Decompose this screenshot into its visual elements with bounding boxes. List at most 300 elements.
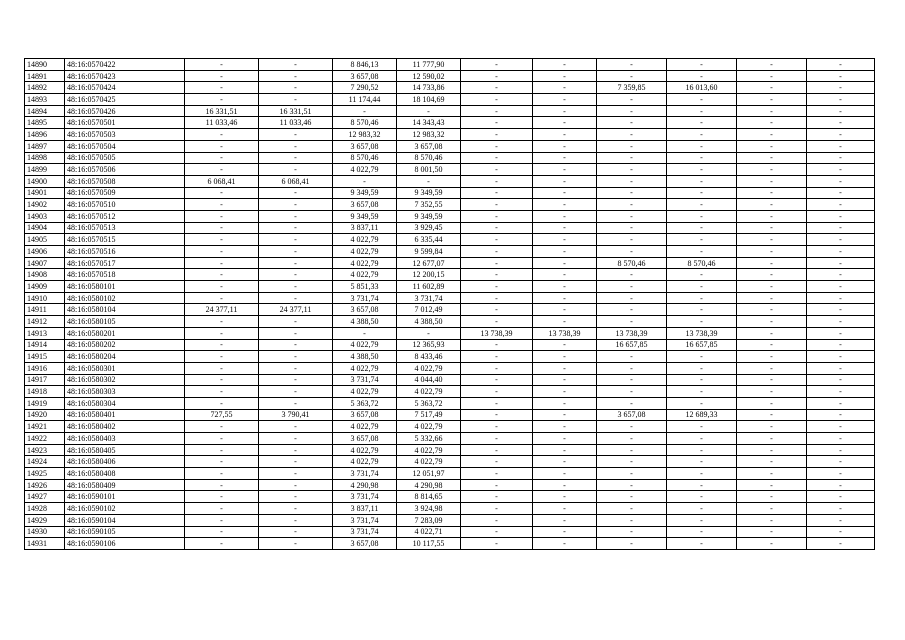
cell-value-col-5: 4 022,79 xyxy=(333,257,397,269)
table-row xyxy=(25,339,875,351)
cadastral-value-table xyxy=(24,58,875,550)
cell-value-col-5: 4 388,50 xyxy=(333,351,397,363)
cell-value-col-8: - xyxy=(533,456,597,468)
cell-value-col-5: 3 657,08 xyxy=(333,409,397,421)
cell-value-col-6: 7 517,49 xyxy=(397,409,461,421)
cell-value-col-3: - xyxy=(185,94,259,106)
cell-value-col-5: 4 022,79 xyxy=(333,421,397,433)
cell-cadastral-number: 48:16:0580304 xyxy=(65,397,185,409)
cell-cadastral-number: 48:16:0570517 xyxy=(65,257,185,269)
cell-value-col-11: - xyxy=(737,514,807,526)
cell-value-col-3: - xyxy=(185,292,259,304)
cell-value-col-3: - xyxy=(185,70,259,82)
cell-value-col-7: - xyxy=(461,362,533,374)
cell-value-col-11: - xyxy=(737,129,807,141)
cell-value-col-12: - xyxy=(807,129,875,141)
cell-value-col-7: - xyxy=(461,129,533,141)
cell-cadastral-number: 48:16:0570424 xyxy=(65,82,185,94)
cell-value-col-3: - xyxy=(185,316,259,328)
cell-cadastral-number: 48:16:0570504 xyxy=(65,140,185,152)
cell-cadastral-number: 48:16:0580401 xyxy=(65,409,185,421)
cell-value-col-7: - xyxy=(461,503,533,515)
cell-value-col-5: 4 022,79 xyxy=(333,246,397,258)
cell-value-col-3: - xyxy=(185,152,259,164)
cell-value-col-9: - xyxy=(597,70,667,82)
cell-value-col-6: 7 352,55 xyxy=(397,199,461,211)
cell-value-col-4: - xyxy=(259,152,333,164)
cell-value-col-5: 3 731,74 xyxy=(333,491,397,503)
cell-value-col-8: - xyxy=(533,210,597,222)
cell-value-col-10: - xyxy=(667,187,737,199)
cell-value-col-10: 12 689,33 xyxy=(667,409,737,421)
table-row xyxy=(25,468,875,480)
cell-value-col-9: - xyxy=(597,292,667,304)
cell-row-number: 14904 xyxy=(25,222,65,234)
cell-value-col-11: - xyxy=(737,246,807,258)
cell-value-col-6: 4 044,40 xyxy=(397,374,461,386)
cell-value-col-10: - xyxy=(667,117,737,129)
cell-value-col-5: - xyxy=(333,105,397,117)
cell-value-col-12: - xyxy=(807,105,875,117)
cell-value-col-9: - xyxy=(597,117,667,129)
cell-row-number: 14900 xyxy=(25,175,65,187)
cell-value-col-11: - xyxy=(737,234,807,246)
cell-value-col-4: - xyxy=(259,538,333,550)
table-row xyxy=(25,129,875,141)
table-body xyxy=(25,59,875,550)
table-row xyxy=(25,269,875,281)
cell-value-col-12: - xyxy=(807,444,875,456)
cell-value-col-9: 13 738,39 xyxy=(597,327,667,339)
cell-value-col-6: 4 022,79 xyxy=(397,444,461,456)
table-row xyxy=(25,538,875,550)
cell-value-col-4: - xyxy=(259,339,333,351)
table-row xyxy=(25,257,875,269)
cell-value-col-9: - xyxy=(597,152,667,164)
cell-value-col-11: - xyxy=(737,421,807,433)
cell-value-col-12: - xyxy=(807,269,875,281)
cell-cadastral-number: 48:16:0570509 xyxy=(65,187,185,199)
cell-value-col-5: 3 657,08 xyxy=(333,304,397,316)
cell-cadastral-number: 48:16:0590106 xyxy=(65,538,185,550)
cell-cadastral-number: 48:16:0580408 xyxy=(65,468,185,480)
cell-value-col-8: - xyxy=(533,246,597,258)
cell-value-col-9: - xyxy=(597,386,667,398)
cell-value-col-10: - xyxy=(667,503,737,515)
cell-row-number: 14921 xyxy=(25,421,65,433)
cell-value-col-12: - xyxy=(807,199,875,211)
cell-value-col-12: - xyxy=(807,164,875,176)
cell-value-col-9: - xyxy=(597,304,667,316)
cell-cadastral-number: 48:16:0570513 xyxy=(65,222,185,234)
cell-value-col-12: - xyxy=(807,386,875,398)
cell-value-col-6: 8 814,65 xyxy=(397,491,461,503)
cell-value-col-10: - xyxy=(667,152,737,164)
cell-value-col-9: - xyxy=(597,269,667,281)
cell-value-col-7: - xyxy=(461,246,533,258)
cell-value-col-9: - xyxy=(597,479,667,491)
cell-value-col-12: - xyxy=(807,468,875,480)
cell-value-col-11: - xyxy=(737,269,807,281)
cell-value-col-10: 16 657,85 xyxy=(667,339,737,351)
cell-value-col-10: - xyxy=(667,70,737,82)
cell-value-col-3: - xyxy=(185,538,259,550)
cell-value-col-11: - xyxy=(737,374,807,386)
table-row xyxy=(25,456,875,468)
cell-value-col-5: 3 731,74 xyxy=(333,514,397,526)
cell-value-col-5: 3 657,08 xyxy=(333,433,397,445)
cell-value-col-10: - xyxy=(667,433,737,445)
table-row xyxy=(25,164,875,176)
cell-value-col-8: - xyxy=(533,234,597,246)
cell-cadastral-number: 48:16:0570518 xyxy=(65,269,185,281)
cell-value-col-8: - xyxy=(533,538,597,550)
cell-value-col-11: - xyxy=(737,456,807,468)
cell-value-col-6: 5 332,66 xyxy=(397,433,461,445)
cell-value-col-6: 6 335,44 xyxy=(397,234,461,246)
table-row xyxy=(25,351,875,363)
cell-value-col-7: - xyxy=(461,421,533,433)
cell-value-col-11: - xyxy=(737,59,807,71)
cell-cadastral-number: 48:16:0580402 xyxy=(65,421,185,433)
cell-value-col-12: - xyxy=(807,374,875,386)
cell-value-col-9: - xyxy=(597,468,667,480)
cell-cadastral-number: 48:16:0580202 xyxy=(65,339,185,351)
cell-value-col-8: - xyxy=(533,281,597,293)
cell-cadastral-number: 48:16:0580405 xyxy=(65,444,185,456)
cell-value-col-6: 11 777,90 xyxy=(397,59,461,71)
cell-value-col-6: 3 731,74 xyxy=(397,292,461,304)
cell-value-col-9: - xyxy=(597,444,667,456)
cell-value-col-4: - xyxy=(259,164,333,176)
cell-value-col-9: - xyxy=(597,351,667,363)
cell-value-col-10: - xyxy=(667,526,737,538)
cell-value-col-9: - xyxy=(597,175,667,187)
cell-value-col-4: - xyxy=(259,82,333,94)
cell-value-col-11: - xyxy=(737,479,807,491)
cell-value-col-11: - xyxy=(737,468,807,480)
cell-value-col-3: - xyxy=(185,257,259,269)
cell-value-col-3: - xyxy=(185,456,259,468)
cell-value-col-9: - xyxy=(597,538,667,550)
cell-value-col-11: - xyxy=(737,409,807,421)
cell-value-col-7: - xyxy=(461,491,533,503)
cell-value-col-10: - xyxy=(667,514,737,526)
table-row xyxy=(25,374,875,386)
cell-value-col-8: - xyxy=(533,105,597,117)
cell-value-col-6: - xyxy=(397,105,461,117)
table-row xyxy=(25,491,875,503)
cell-value-col-4: - xyxy=(259,351,333,363)
cell-value-col-7: - xyxy=(461,234,533,246)
cell-row-number: 14897 xyxy=(25,140,65,152)
cell-cadastral-number: 48:16:0580409 xyxy=(65,479,185,491)
cell-value-col-5: 3 731,74 xyxy=(333,374,397,386)
cell-value-col-10: - xyxy=(667,304,737,316)
cell-value-col-3: - xyxy=(185,246,259,258)
cell-value-col-4: 24 377,11 xyxy=(259,304,333,316)
cell-value-col-8: - xyxy=(533,479,597,491)
table-row xyxy=(25,526,875,538)
cell-cadastral-number: 48:16:0570503 xyxy=(65,129,185,141)
cell-value-col-10: - xyxy=(667,59,737,71)
cell-value-col-6: 4 290,98 xyxy=(397,479,461,491)
cell-value-col-8: - xyxy=(533,117,597,129)
cell-value-col-12: - xyxy=(807,187,875,199)
table-row xyxy=(25,117,875,129)
cell-value-col-10: - xyxy=(667,210,737,222)
cell-value-col-7: - xyxy=(461,117,533,129)
cell-value-col-7: - xyxy=(461,82,533,94)
cell-value-col-4: - xyxy=(259,140,333,152)
cell-value-col-10: - xyxy=(667,479,737,491)
cell-value-col-9: - xyxy=(597,246,667,258)
cell-value-col-12: - xyxy=(807,281,875,293)
cell-value-col-12: - xyxy=(807,538,875,550)
cell-value-col-5: 4 022,79 xyxy=(333,339,397,351)
cell-value-col-5: 4 022,79 xyxy=(333,386,397,398)
cell-value-col-6: 4 022,79 xyxy=(397,456,461,468)
cell-value-col-4: - xyxy=(259,514,333,526)
cell-value-col-6: 11 602,89 xyxy=(397,281,461,293)
cell-value-col-4: - xyxy=(259,374,333,386)
cell-value-col-11: - xyxy=(737,304,807,316)
cell-value-col-5: 3 657,08 xyxy=(333,70,397,82)
cell-value-col-3: - xyxy=(185,281,259,293)
cell-value-col-10: - xyxy=(667,444,737,456)
cell-value-col-4: - xyxy=(259,433,333,445)
cell-value-col-4: - xyxy=(259,257,333,269)
table-row xyxy=(25,105,875,117)
cell-value-col-3: - xyxy=(185,222,259,234)
cell-value-col-12: - xyxy=(807,351,875,363)
cell-value-col-4: - xyxy=(259,70,333,82)
cell-value-col-8: - xyxy=(533,59,597,71)
cell-value-col-6: 4 388,50 xyxy=(397,316,461,328)
table-row xyxy=(25,59,875,71)
cell-value-col-5: - xyxy=(333,327,397,339)
cell-value-col-12: - xyxy=(807,479,875,491)
cell-value-col-6: 12 051,97 xyxy=(397,468,461,480)
cell-value-col-3: - xyxy=(185,140,259,152)
cell-row-number: 14916 xyxy=(25,362,65,374)
cell-value-col-8: - xyxy=(533,397,597,409)
table-row xyxy=(25,234,875,246)
cell-value-col-12: - xyxy=(807,82,875,94)
cell-value-col-11: - xyxy=(737,281,807,293)
cell-value-col-11: - xyxy=(737,491,807,503)
cell-value-col-3: - xyxy=(185,164,259,176)
cell-value-col-10: - xyxy=(667,397,737,409)
cell-value-col-10: - xyxy=(667,94,737,106)
cell-value-col-4: 3 790,41 xyxy=(259,409,333,421)
cell-value-col-11: - xyxy=(737,175,807,187)
table-row xyxy=(25,199,875,211)
cell-value-col-9: - xyxy=(597,514,667,526)
cell-value-col-12: - xyxy=(807,140,875,152)
cell-value-col-5: 3 731,74 xyxy=(333,526,397,538)
cell-value-col-5: 3 731,74 xyxy=(333,468,397,480)
cell-value-col-12: - xyxy=(807,433,875,445)
cell-value-col-5: 9 349,59 xyxy=(333,187,397,199)
cell-value-col-8: - xyxy=(533,164,597,176)
cell-value-col-3: - xyxy=(185,503,259,515)
cell-value-col-7: 13 738,39 xyxy=(461,327,533,339)
cell-value-col-8: - xyxy=(533,175,597,187)
cell-value-col-7: - xyxy=(461,175,533,187)
cell-row-number: 14928 xyxy=(25,503,65,515)
cell-value-col-8: - xyxy=(533,82,597,94)
cell-value-col-8: - xyxy=(533,199,597,211)
cell-value-col-11: - xyxy=(737,70,807,82)
cell-value-col-4: - xyxy=(259,526,333,538)
cell-value-col-5: 3 731,74 xyxy=(333,292,397,304)
cell-value-col-10: - xyxy=(667,105,737,117)
cell-value-col-12: - xyxy=(807,59,875,71)
table-row xyxy=(25,444,875,456)
cell-value-col-9: - xyxy=(597,129,667,141)
cell-row-number: 14891 xyxy=(25,70,65,82)
cell-value-col-4: - xyxy=(259,292,333,304)
cell-value-col-10: - xyxy=(667,292,737,304)
cell-value-col-9: - xyxy=(597,526,667,538)
table-row xyxy=(25,175,875,187)
cell-value-col-12: - xyxy=(807,316,875,328)
cell-value-col-6: 12 200,15 xyxy=(397,269,461,281)
cell-value-col-11: - xyxy=(737,210,807,222)
cell-value-col-8: - xyxy=(533,70,597,82)
cell-value-col-11: - xyxy=(737,362,807,374)
cell-value-col-9: - xyxy=(597,362,667,374)
cell-value-col-12: - xyxy=(807,409,875,421)
cell-value-col-8: - xyxy=(533,444,597,456)
cell-value-col-9: - xyxy=(597,421,667,433)
cell-value-col-7: - xyxy=(461,292,533,304)
cell-value-col-8: - xyxy=(533,222,597,234)
cell-value-col-11: - xyxy=(737,292,807,304)
cell-row-number: 14925 xyxy=(25,468,65,480)
cell-value-col-4: 11 033,46 xyxy=(259,117,333,129)
cell-row-number: 14915 xyxy=(25,351,65,363)
cell-value-col-8: - xyxy=(533,257,597,269)
cell-value-col-8: - xyxy=(533,292,597,304)
cell-value-col-10: 13 738,39 xyxy=(667,327,737,339)
cell-value-col-9: 3 657,08 xyxy=(597,409,667,421)
table-row xyxy=(25,246,875,258)
cell-value-col-4: - xyxy=(259,129,333,141)
cell-value-col-8: - xyxy=(533,152,597,164)
cell-row-number: 14906 xyxy=(25,246,65,258)
cell-value-col-4: 6 068,41 xyxy=(259,175,333,187)
cell-cadastral-number: 48:16:0580105 xyxy=(65,316,185,328)
cell-value-col-5: 8 570,46 xyxy=(333,117,397,129)
cell-value-col-10: - xyxy=(667,386,737,398)
cell-value-col-4: - xyxy=(259,187,333,199)
cell-value-col-10: - xyxy=(667,269,737,281)
cell-row-number: 14931 xyxy=(25,538,65,550)
cell-value-col-6: 8 433,46 xyxy=(397,351,461,363)
cell-value-col-4: - xyxy=(259,269,333,281)
cell-value-col-5: 4 290,98 xyxy=(333,479,397,491)
cell-value-col-12: - xyxy=(807,234,875,246)
cell-value-col-7: - xyxy=(461,444,533,456)
cell-value-col-4: - xyxy=(259,281,333,293)
cell-value-col-4: 16 331,51 xyxy=(259,105,333,117)
cell-value-col-7: - xyxy=(461,397,533,409)
cell-value-col-11: - xyxy=(737,503,807,515)
cell-value-col-12: - xyxy=(807,327,875,339)
cell-value-col-10: - xyxy=(667,129,737,141)
cell-value-col-11: - xyxy=(737,199,807,211)
cell-value-col-4: - xyxy=(259,397,333,409)
cell-value-col-10: - xyxy=(667,246,737,258)
cell-value-col-3: - xyxy=(185,374,259,386)
cell-value-col-4: - xyxy=(259,503,333,515)
cell-value-col-8: - xyxy=(533,140,597,152)
cell-value-col-6: 4 022,79 xyxy=(397,386,461,398)
cell-value-col-3: - xyxy=(185,468,259,480)
cell-value-col-10: - xyxy=(667,175,737,187)
cell-value-col-5: 4 022,79 xyxy=(333,456,397,468)
cell-value-col-8: - xyxy=(533,129,597,141)
cell-value-col-10: - xyxy=(667,351,737,363)
cell-row-number: 14923 xyxy=(25,444,65,456)
cell-row-number: 14892 xyxy=(25,82,65,94)
cell-value-col-12: - xyxy=(807,210,875,222)
table-row xyxy=(25,503,875,515)
table-row xyxy=(25,362,875,374)
cell-value-col-4: - xyxy=(259,456,333,468)
cell-value-col-3: - xyxy=(185,479,259,491)
cell-value-col-9: - xyxy=(597,316,667,328)
cell-cadastral-number: 48:16:0580406 xyxy=(65,456,185,468)
cell-value-col-8: - xyxy=(533,187,597,199)
cell-value-col-3: - xyxy=(185,514,259,526)
cell-cadastral-number: 48:16:0580303 xyxy=(65,386,185,398)
cell-value-col-11: - xyxy=(737,117,807,129)
cell-value-col-7: - xyxy=(461,386,533,398)
cell-row-number: 14902 xyxy=(25,199,65,211)
cell-cadastral-number: 48:16:0570501 xyxy=(65,117,185,129)
cell-value-col-5: 12 983,32 xyxy=(333,129,397,141)
cell-cadastral-number: 48:16:0570508 xyxy=(65,175,185,187)
cell-cadastral-number: 48:16:0570510 xyxy=(65,199,185,211)
cell-value-col-12: - xyxy=(807,503,875,515)
cell-value-col-8: - xyxy=(533,386,597,398)
cell-value-col-6: 5 363,72 xyxy=(397,397,461,409)
cell-row-number: 14894 xyxy=(25,105,65,117)
cell-value-col-7: - xyxy=(461,59,533,71)
cell-value-col-4: - xyxy=(259,421,333,433)
cell-value-col-9: 7 359,85 xyxy=(597,82,667,94)
cell-value-col-12: - xyxy=(807,222,875,234)
cell-value-col-8: - xyxy=(533,316,597,328)
cell-row-number: 14890 xyxy=(25,59,65,71)
cell-value-col-10: - xyxy=(667,222,737,234)
cell-value-col-5: 9 349,59 xyxy=(333,210,397,222)
cell-value-col-10: - xyxy=(667,421,737,433)
cell-row-number: 14901 xyxy=(25,187,65,199)
cell-value-col-4: - xyxy=(259,210,333,222)
cell-value-col-7: - xyxy=(461,164,533,176)
cell-value-col-4: - xyxy=(259,94,333,106)
table-row xyxy=(25,397,875,409)
cell-value-col-12: - xyxy=(807,304,875,316)
cell-value-col-4: - xyxy=(259,234,333,246)
cell-value-col-10: - xyxy=(667,140,737,152)
cell-row-number: 14896 xyxy=(25,129,65,141)
cell-value-col-6: 3 924,98 xyxy=(397,503,461,515)
